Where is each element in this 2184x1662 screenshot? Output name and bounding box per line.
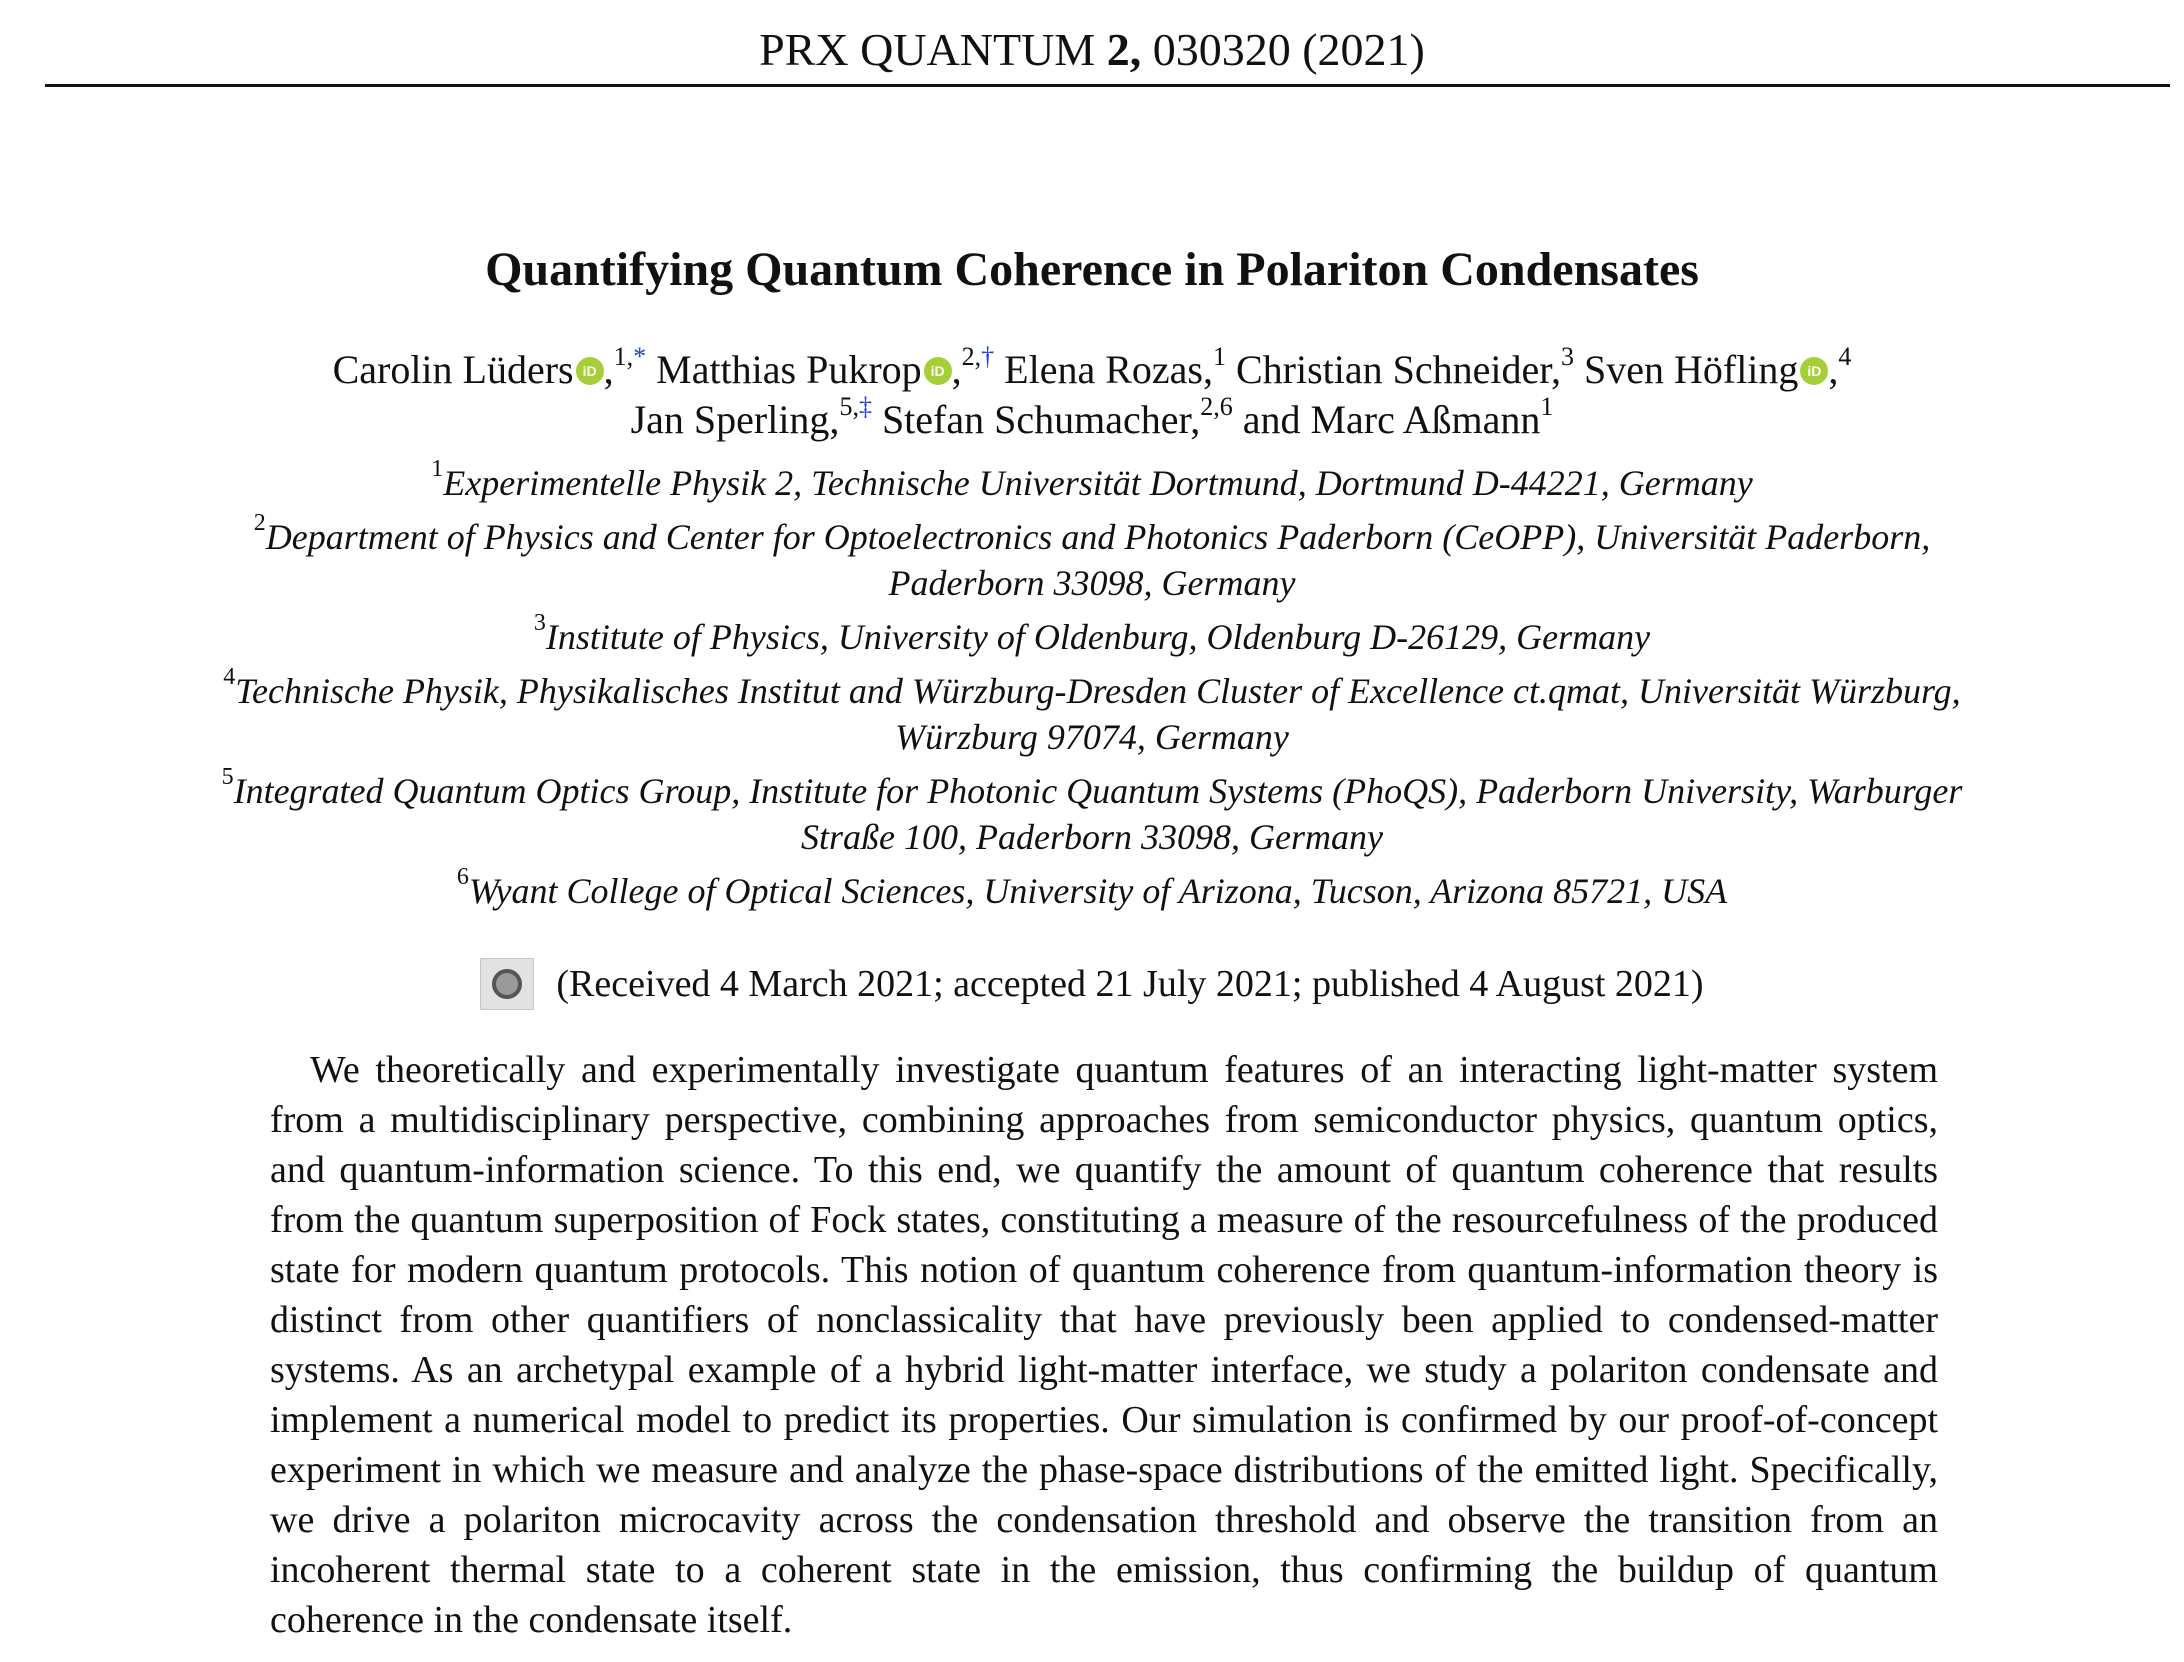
journal-volume: 2, [1106,24,1142,75]
affiliation-number: 1 [431,456,444,482]
author-name: Carolin Lüders [332,347,574,392]
footnote-mark[interactable]: † [981,341,995,371]
author-line-1 [0,341,2184,395]
author-name: Stefan Schumacher, [881,397,1201,442]
crossmark-ring [492,969,522,999]
author-line-2 [0,391,2184,445]
author[interactable] [881,391,1233,442]
article-number-year: 030320 (2021) [1152,24,1425,75]
affiliation-sup: 3 [1560,341,1574,371]
affiliation [220,610,1964,660]
footnote-mark[interactable]: ‡ [858,391,872,421]
affiliation-number: 5 [221,764,234,790]
affiliation [220,456,1964,506]
affiliation [220,764,1964,860]
orcid-icon[interactable]: iD [1800,357,1828,385]
dates-text: (Received 4 March 2021; accepted 21 July 2021; published 4 August 2021) [556,963,1704,1005]
author[interactable]: Matthias Pukrop iD ,$^{2,\dagger}$ [656,341,995,392]
crossmark-icon[interactable] [480,958,534,1010]
author-name: and Marc Aßmann [1242,397,1541,442]
author-name: Jan Sperling, [630,397,840,442]
affiliation [220,864,1964,914]
author[interactable]: Carolin Lüders iD ,$^{1,*}$ [332,341,647,392]
author-name: Sven Höfling [1583,347,1799,392]
paper-title: Quantifying Quantum Coherence in Polariton Condensates [485,243,1699,296]
affiliation-number: 3 [533,610,546,636]
orcid-icon[interactable]: iD [924,357,952,385]
affiliation-text: Experimentelle Physik 2, Technische Universität Dortmund, Dortmund D-44221, Germany [443,463,1753,503]
author[interactable] [1235,341,1574,392]
affiliation-sup: 2,6 [1200,391,1233,421]
affiliation-sup: 4 [1838,341,1852,371]
affiliation-sup: 1 [1212,341,1226,371]
author-list [0,341,2184,445]
author[interactable] [1242,391,1554,442]
journal-name: PRX QUANTUM [759,24,1096,75]
running-header [0,20,2184,80]
author[interactable]: Sven Höfling iD ,$^4$ [1583,341,1852,392]
affiliation [220,510,1964,606]
author-name: Christian Schneider, [1235,347,1561,392]
affiliation-sup: 1, [613,341,634,371]
affiliation-sup: 1 [1540,391,1554,421]
header-rule [45,84,2170,87]
affiliation-sup: 5, [839,391,859,421]
author[interactable] [630,391,872,442]
affiliation-text: Wyant College of Optical Sciences, University of Arizona, Tucson, Arizona 85721, USA [468,871,1728,911]
affiliation-list [220,456,1964,922]
affiliation-text: Technische Physik, Physikalisches Institut and Würzburg-Dresden Cluster of Excellence ct.qmat, Universität Würzburg, Würzburg 97074, Germany [235,671,1961,757]
affiliation-number: 2 [253,510,266,536]
affiliation-text: Institute of Physics, University of Oldenburg, Oldenburg D-26129, Germany [545,617,1651,657]
publication-dates [0,958,2184,1013]
affiliation-sup: 2, [961,341,982,371]
author[interactable] [1004,341,1226,392]
affiliation-text: Department of Physics and Center for Optoelectronics and Photonics Paderborn (CeOPP), Universität Paderborn, Paderborn 33098, Germany [265,517,1931,603]
author-name: Matthias Pukrop [656,347,922,392]
footnote-mark[interactable]: * [633,341,647,371]
orcid-icon[interactable]: iD [576,357,604,385]
affiliation-text: Integrated Quantum Optics Group, Institute for Photonic Quantum Systems (PhoQS), Paderborn University, Warburger Straße 100, Paderborn 33098, Germany [233,771,1963,857]
affiliation-number: 6 [456,864,469,890]
affiliation-number: 4 [223,664,236,690]
author-name: Elena Rozas, [1004,347,1213,392]
abstract: We theoretically and experimentally investigate quantum features of an interacting light-matter system from a multidisciplinary perspective, combining approaches from semiconductor physics, quantum optics, and quantum-information science. To this end, we quantify the amount of quantum coherence that results from the quantum superposition of Fock states, constituting a measure of the resourcefulness of the produced state for modern quantum protocols. This notion of quantum coherence from quantum-information theory is distinct from other quantifiers of nonclassicality that have previously been applied to condensed-matter systems. As an archetypal example of a hybrid light-matter interface, we study a polariton condensate and implement a numerical model to predict its properties. Our simulation is confirmed by our proof-of-concept experiment in which we measure and analyze the phase-space distributions of the emitted light. Specifically, we drive a polariton microcavity across the condensation threshold and observe the transition from an incoherent thermal state to a coherent state in the emission, thus confirming the buildup of quantum coherence in the condensate itself. [270,1049,1938,1641]
affiliation [220,664,1964,760]
